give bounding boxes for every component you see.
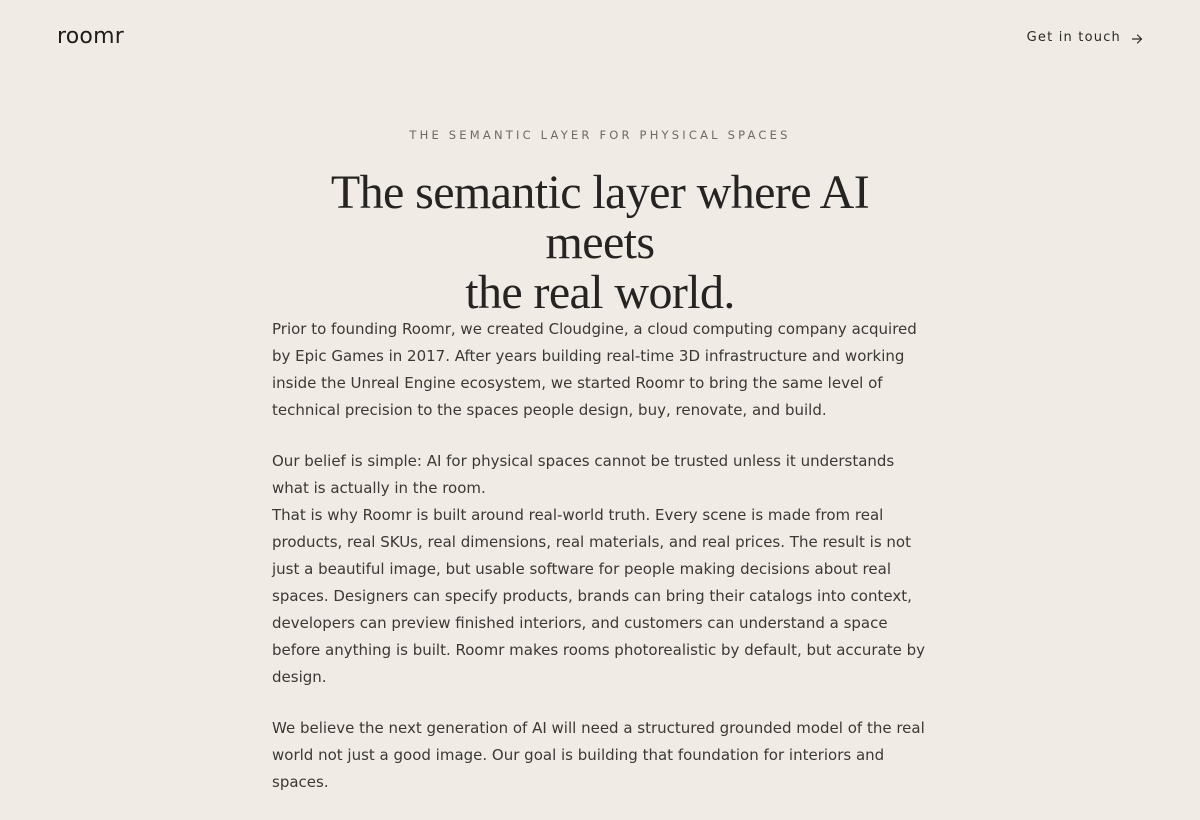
arrow-right-icon [1131,32,1143,44]
get-in-touch-button[interactable] [1027,28,1143,48]
hero-eyebrow: THE SEMANTIC LAYER FOR PHYSICAL SPACES [409,128,791,142]
site-header [0,0,1200,76]
hero-headline-line1: The semantic layer where AI meets [330,166,870,269]
body-paragraph-next-generation: We believe the next generation of AI will need a structured grounded model of the real world not just a good image. Our goal is building that foundation for interiors and spaces. [272,719,925,791]
get-in-touch-label: Get in touch [1026,30,1121,45]
roomr-logo[interactable]: roomr [57,24,124,49]
hero-headline-line2: the real world. [465,266,735,319]
body-paragraph-truth: That is why Roomr is built around real-world truth. Every scene is made from real products, real SKUs, real dimensions, real materials, and real prices. The result is not just a beautiful image, but usable software for people making decisions about real spaces. Designers can specify products, brands can bring their catalogs into context, developers can preview finished interiors, and customers can understand a space before anything is built. Roomr makes rooms photorealistic by default, but accurate by design. [272,506,926,686]
hero-headline [272,168,928,318]
body-paragraph-belief: Our belief is simple: AI for physical spaces cannot be trusted unless it understands what is actually in the room. [272,452,895,497]
body-paragraph-founding: Prior to founding Roomr, we created Cloudgine, a cloud computing company acquired by Epic Games in 2017. After years building real-time 3D infrastructure and working inside the Unreal Engine ecosystem, we started Roomr to bring the same level of technical precision to the spaces people design, buy, renovate, and build. [272,320,917,419]
about-body [272,316,932,820]
